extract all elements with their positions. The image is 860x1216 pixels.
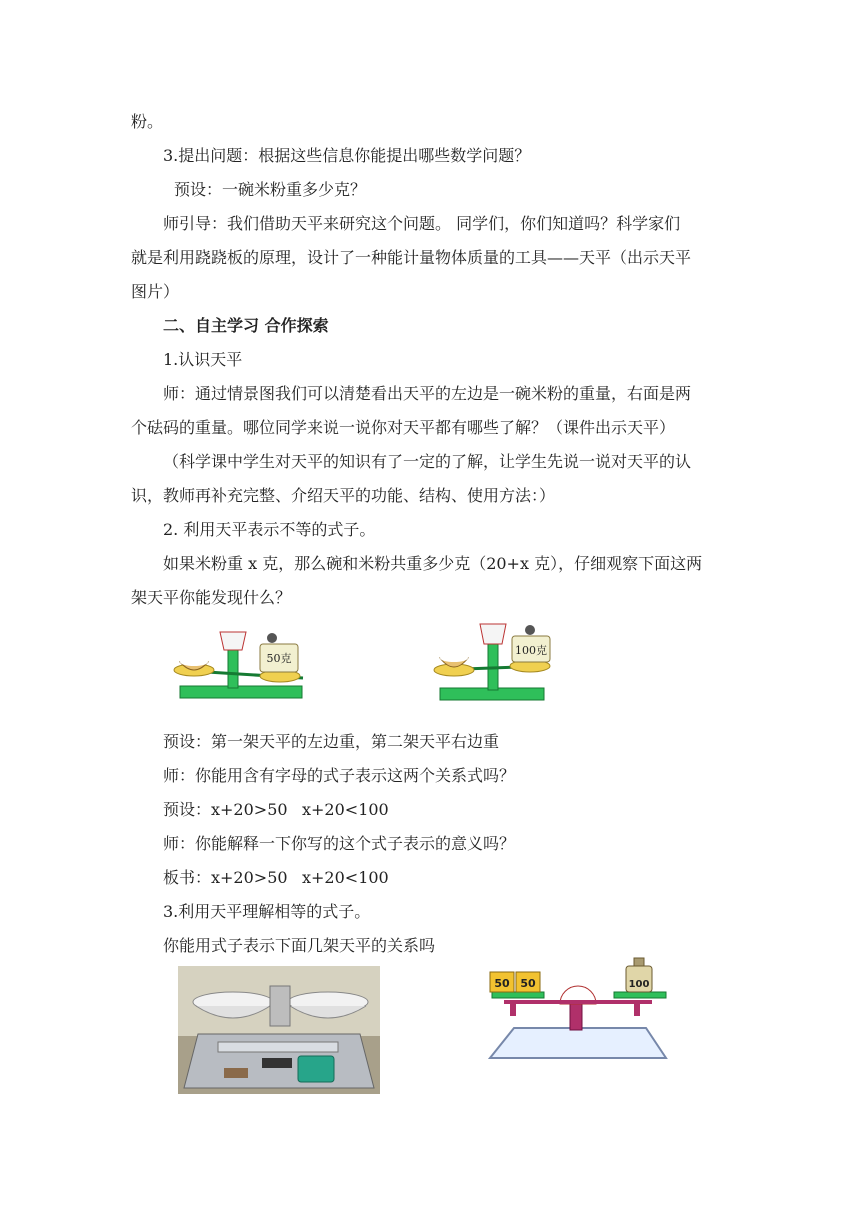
text-line: 架天平你能发现什么？ xyxy=(131,588,292,607)
balance-scale-photo xyxy=(178,966,380,1094)
text-line: 师：你能用含有字母的式子表示这两个关系式吗？ xyxy=(163,766,516,785)
text-line: x+20<100 xyxy=(302,868,389,887)
text-line: 3.提出问题：根据这些信息你能提出哪些数学问题？ xyxy=(163,146,531,165)
text-line: 师引导：我们借助天平来研究这个问题。 同学们，你们知道吗？科学家们 xyxy=(163,214,681,233)
block-label: 50 xyxy=(494,977,510,990)
balance-scale-figure-1 xyxy=(170,622,310,702)
text-line: 个砝码的重量。哪位同学来说一说你对天平都有哪些了解？（课件出示天平） xyxy=(131,418,676,437)
balance-scale-figure-2 xyxy=(432,618,552,706)
balance-scale-diagram xyxy=(486,954,670,1062)
weight-label: 100 xyxy=(628,979,650,990)
text-line: 就是利用跷跷板的原理，设计了一种能计量物体质量的工具——天平（出示天平 xyxy=(131,248,692,267)
text-line: 2. 利用天平表示不等的式子。 xyxy=(163,520,376,539)
text-line: 预设：第一架天平的左边重，第二架天平右边重 xyxy=(163,732,500,751)
text-line: 你能用式子表示下面几架天平的关系吗 xyxy=(163,936,436,955)
text-line: 板书：x+20>50 xyxy=(163,868,288,887)
text-line: 预设：x+20>50 xyxy=(163,800,288,819)
text-line: 粉。 xyxy=(131,112,164,131)
text-line: 师：你能解释一下你写的这个式子表示的意义吗？ xyxy=(163,834,516,853)
text-line: （科学课中学生对天平的知识有了一定的了解，让学生先说一说对天平的认 xyxy=(163,452,692,471)
weight-label: 50克 xyxy=(266,652,292,665)
text-line: 预设：一碗米粉重多少克？ xyxy=(174,180,367,199)
block-label: 50 xyxy=(520,977,536,990)
text-line: x+20<100 xyxy=(302,800,389,819)
text-line: 3.利用天平理解相等的式子。 xyxy=(163,902,371,921)
weight-label: 100克 xyxy=(515,644,547,657)
text-line: 1.认识天平 xyxy=(163,350,243,369)
text-line: 识，教师再补充完整、介绍天平的功能、结构、使用方法：） xyxy=(131,486,556,505)
text-line: 图片） xyxy=(131,282,180,301)
section-heading: 二、自主学习 合作探索 xyxy=(163,316,329,335)
text-line: 师：通过情景图我们可以清楚看出天平的左边是一碗米粉的重量，右面是两 xyxy=(163,384,692,403)
text-line: 如果米粉重 x 克，那么碗和米粉共重多少克（20+x 克），仔细观察下面这两 xyxy=(163,554,703,573)
